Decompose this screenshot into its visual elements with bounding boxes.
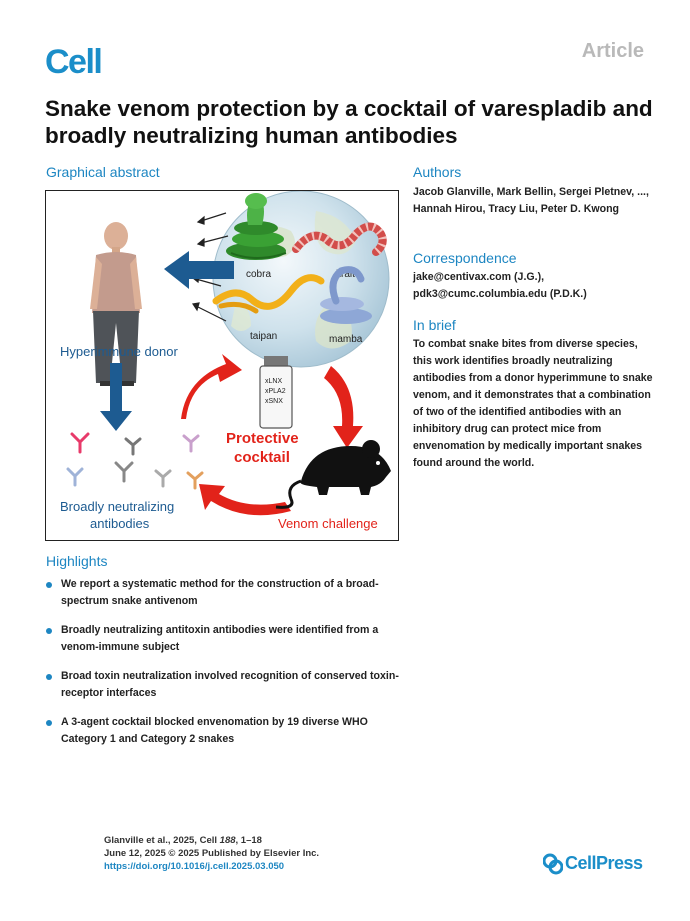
- doi-link[interactable]: https://doi.org/10.1016/j.cell.2025.03.050: [104, 861, 285, 872]
- vial-line-2: xPLA2: [265, 388, 286, 395]
- journal-logo: Cell: [45, 43, 102, 81]
- cellpress-wordmark: CellPress: [565, 853, 643, 873]
- krait-label: krait: [336, 269, 355, 280]
- mouse-icon: [276, 440, 391, 507]
- correspondence-email-2[interactable]: pdk3@cumc.columbia.edu (P.D.K.): [413, 288, 587, 300]
- highlight-item: We report a systematic method for the construction of a broad-spectrum snake antivenom: [46, 576, 406, 610]
- copyright-line: June 12, 2025 © 2025 Published by Elsevier Inc.: [104, 848, 320, 859]
- article-title: Snake venom protection by a cocktail of varespladib and broadly neutralizing human antibodies: [45, 96, 653, 148]
- vial-line-1: xLNX: [265, 378, 283, 385]
- highlights-heading: Highlights: [46, 553, 108, 569]
- citation-volume: 188: [219, 835, 236, 846]
- graphical-abstract-figure: [46, 191, 399, 541]
- in-brief-text: To combat snake bites from diverse species, this work identifies broadly neutralizing antibodies from a donor hyperimmune to snake venom, and it demonstrates that a combination of two of the identified antibodies with an inhibitory drug can protect mice from envenomation by medically important snakes found around the world.: [413, 338, 653, 469]
- hyperimmune-donor-label: Hyperimmune donor: [60, 344, 178, 359]
- antibodies-label-1: Broadly neutralizing: [60, 499, 175, 514]
- bullet-icon: [46, 582, 52, 588]
- cellpress-mark-icon: [543, 853, 563, 875]
- highlight-item: A 3-agent cocktail blocked envenomation by 19 diverse WHO Category 1 and Category 2 snakes: [46, 714, 406, 748]
- correspondence-emails: [413, 269, 663, 303]
- protective-cocktail-label-2: cocktail: [234, 449, 290, 466]
- correspondence-email-1[interactable]: jake@centivax.com (J.G.),: [413, 271, 545, 283]
- correspondence-heading: Correspondence: [413, 250, 517, 266]
- graphical-abstract: [45, 190, 399, 541]
- highlights-list: [46, 576, 406, 760]
- cobra-label: cobra: [246, 269, 272, 280]
- citation-footer: [104, 834, 319, 873]
- human-donor-icon: [90, 222, 142, 386]
- bullet-icon: [46, 720, 52, 726]
- bullet-icon: [46, 628, 52, 634]
- article-type-label: Article: [581, 40, 644, 62]
- bullet-icon: [46, 674, 52, 680]
- authors-list: Jacob Glanville, Mark Bellin, Sergei Pletnev, ..., Hannah Hirou, Tracy Liu, Peter D. Kwong: [413, 186, 649, 215]
- graphical-abstract-heading: Graphical abstract: [46, 164, 160, 180]
- protective-cocktail-label-1: Protective: [226, 430, 299, 447]
- antibodies-label-2: antibodies: [90, 516, 150, 531]
- mamba-label: mamba: [329, 334, 363, 345]
- highlight-item: Broad toxin neutralization involved recognition of conserved toxin-receptor interfaces: [46, 668, 406, 702]
- citation-line: Glanville et al., 2025, Cell 188, 1–18: [104, 835, 262, 846]
- in-brief-heading: In brief: [413, 317, 456, 333]
- taipan-label: taipan: [250, 331, 278, 342]
- antibody-icons: [68, 434, 202, 488]
- authors-heading: Authors: [413, 164, 462, 180]
- venom-challenge-label: Venom challenge: [278, 516, 378, 531]
- vial-line-3: xSNX: [265, 398, 283, 405]
- highlight-item: Broadly neutralizing antitoxin antibodies were identified from a venom-immune subject: [46, 622, 406, 656]
